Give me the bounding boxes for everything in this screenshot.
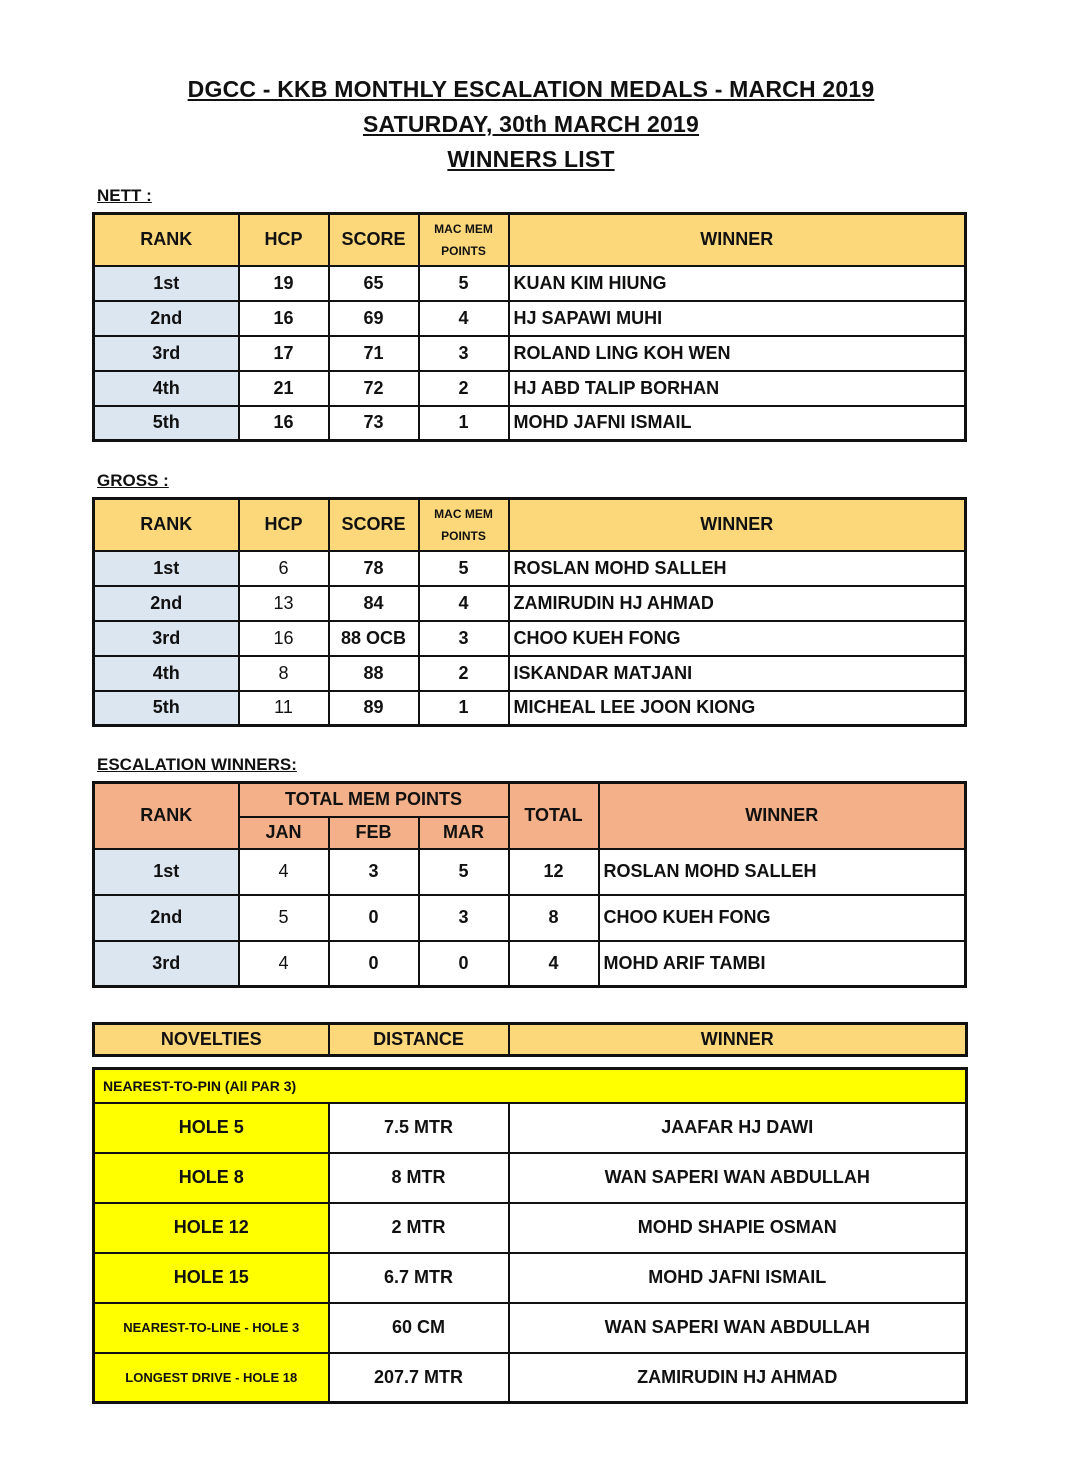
- nett-table: [92, 212, 967, 442]
- score-cell: 71: [329, 336, 419, 371]
- date-title: SATURDAY, 30th MARCH 2019: [362, 111, 700, 137]
- escalation-header-row: [94, 783, 966, 817]
- gross-table: [92, 497, 967, 727]
- points-cell: 2: [419, 371, 509, 406]
- rank-cell: 4th: [94, 371, 239, 406]
- distance-cell: 207.7 MTR: [329, 1353, 509, 1403]
- gross-row: [94, 691, 966, 726]
- mar-cell: 5: [419, 849, 509, 895]
- feb-cell: 3: [329, 849, 419, 895]
- winner-cell: ROSLAN MOHD SALLEH: [599, 849, 966, 895]
- winner-cell: MOHD SHAPIE OSMAN: [509, 1203, 967, 1253]
- novelty-row: [94, 1203, 967, 1253]
- nearest-to-pin-row: [94, 1069, 967, 1103]
- hcp-cell: 17: [239, 336, 329, 371]
- mar-cell: 3: [419, 895, 509, 941]
- header-points: POINTS: [441, 528, 486, 543]
- header-hcp: HCP: [239, 214, 329, 266]
- score-cell: 72: [329, 371, 419, 406]
- points-cell: 5: [419, 551, 509, 586]
- winner-cell: JAAFAR HJ DAWI: [509, 1103, 967, 1153]
- points-cell: 1: [419, 691, 509, 726]
- winner-cell: HJ ABD TALIP BORHAN: [509, 371, 966, 406]
- winner-cell: WAN SAPERI WAN ABDULLAH: [509, 1153, 967, 1203]
- gross-row: [94, 656, 966, 691]
- header-winner: WINNER: [599, 783, 966, 849]
- distance-cell: 8 MTR: [329, 1153, 509, 1203]
- rank-cell: 2nd: [94, 586, 239, 621]
- winner-cell: WAN SAPERI WAN ABDULLAH: [509, 1303, 967, 1353]
- hcp-cell: 19: [239, 266, 329, 301]
- rank-cell: 3rd: [94, 336, 239, 371]
- gross-row: [94, 551, 966, 586]
- header-mac-points: [419, 499, 509, 551]
- header-mac-points: [419, 214, 509, 266]
- winner-cell: KUAN KIM HIUNG: [509, 266, 966, 301]
- header-novelties: NOVELTIES: [94, 1024, 329, 1056]
- points-cell: 3: [419, 621, 509, 656]
- winner-cell: CHOO KUEH FONG: [599, 895, 966, 941]
- rank-cell: 5th: [94, 691, 239, 726]
- escalation-label: ESCALATION WINNERS:: [97, 755, 297, 774]
- points-cell: 3: [419, 336, 509, 371]
- hcp-cell: 13: [239, 586, 329, 621]
- rank-cell: 2nd: [94, 301, 239, 336]
- nett-label: NETT :: [97, 186, 152, 205]
- novelty-name-cell: HOLE 8: [94, 1153, 329, 1203]
- rank-cell: 3rd: [94, 621, 239, 656]
- hcp-cell: 8: [239, 656, 329, 691]
- hcp-cell: 6: [239, 551, 329, 586]
- escalation-row: [94, 941, 966, 987]
- novelty-row: [94, 1103, 967, 1153]
- hcp-cell: 16: [239, 406, 329, 441]
- hcp-cell: 11: [239, 691, 329, 726]
- nett-row: [94, 406, 966, 441]
- header-feb: FEB: [329, 817, 419, 849]
- hcp-cell: 21: [239, 371, 329, 406]
- score-cell: 84: [329, 586, 419, 621]
- document-titles: [0, 72, 1062, 177]
- header-rank: RANK: [94, 783, 239, 849]
- header-total-mem-points: TOTAL MEM POINTS: [239, 783, 509, 817]
- winner-cell: MOHD JAFNI ISMAIL: [509, 406, 966, 441]
- score-cell: 89: [329, 691, 419, 726]
- rank-cell: 1st: [94, 266, 239, 301]
- winner-cell: ISKANDAR MATJANI: [509, 656, 966, 691]
- nett-header-row: [94, 214, 966, 266]
- gross-label: GROSS :: [97, 471, 169, 490]
- distance-cell: 6.7 MTR: [329, 1253, 509, 1303]
- header-winner: WINNER: [509, 1024, 967, 1056]
- score-cell: 88 OCB: [329, 621, 419, 656]
- hcp-cell: 16: [239, 301, 329, 336]
- header-jan: JAN: [239, 817, 329, 849]
- novelty-row: [94, 1353, 967, 1403]
- novelty-row: [94, 1253, 967, 1303]
- header-hcp: HCP: [239, 499, 329, 551]
- novelties-table: [92, 1067, 968, 1404]
- nett-row: [94, 336, 966, 371]
- score-cell: 65: [329, 266, 419, 301]
- header-winner: WINNER: [509, 214, 966, 266]
- total-cell: 4: [509, 941, 599, 987]
- escalation-table: [92, 781, 967, 988]
- nett-row: [94, 371, 966, 406]
- winner-cell: HJ SAPAWI MUHI: [509, 301, 966, 336]
- header-distance: DISTANCE: [329, 1024, 509, 1056]
- winner-cell: ZAMIRUDIN HJ AHMAD: [509, 1353, 967, 1403]
- novelty-name-cell: HOLE 5: [94, 1103, 329, 1153]
- escalation-row: [94, 895, 966, 941]
- novelty-row: [94, 1153, 967, 1203]
- winner-cell: ROSLAN MOHD SALLEH: [509, 551, 966, 586]
- novelties-header-row: [94, 1024, 967, 1056]
- rank-cell: 2nd: [94, 895, 239, 941]
- score-cell: 78: [329, 551, 419, 586]
- winner-cell: MICHEAL LEE JOON KIONG: [509, 691, 966, 726]
- novelty-row: [94, 1303, 967, 1353]
- hcp-cell: 16: [239, 621, 329, 656]
- header-winner: WINNER: [509, 499, 966, 551]
- nearest-to-pin-label: NEAREST-TO-PIN (All PAR 3): [94, 1069, 967, 1103]
- rank-cell: 4th: [94, 656, 239, 691]
- rank-cell: 5th: [94, 406, 239, 441]
- header-mar: MAR: [419, 817, 509, 849]
- header-mac-mem: MAC MEM: [434, 506, 493, 521]
- winners-list-title: WINNERS LIST: [447, 146, 615, 172]
- points-cell: 4: [419, 586, 509, 621]
- novelty-name-cell: HOLE 12: [94, 1203, 329, 1253]
- rank-cell: 1st: [94, 551, 239, 586]
- mar-cell: 0: [419, 941, 509, 987]
- gross-header-row: [94, 499, 966, 551]
- escalation-row: [94, 849, 966, 895]
- points-cell: 2: [419, 656, 509, 691]
- winner-cell: ZAMIRUDIN HJ AHMAD: [509, 586, 966, 621]
- novelty-name-cell: HOLE 15: [94, 1253, 329, 1303]
- novelties-header-table: [92, 1022, 968, 1057]
- score-cell: 69: [329, 301, 419, 336]
- score-cell: 73: [329, 406, 419, 441]
- total-cell: 12: [509, 849, 599, 895]
- rank-cell: 3rd: [94, 941, 239, 987]
- distance-cell: 2 MTR: [329, 1203, 509, 1253]
- rank-cell: 1st: [94, 849, 239, 895]
- winner-cell: MOHD JAFNI ISMAIL: [509, 1253, 967, 1303]
- header-rank: RANK: [94, 499, 239, 551]
- distance-cell: 60 CM: [329, 1303, 509, 1353]
- gross-row: [94, 621, 966, 656]
- points-cell: 1: [419, 406, 509, 441]
- header-points: POINTS: [441, 243, 486, 258]
- points-cell: 5: [419, 266, 509, 301]
- header-mac-mem: MAC MEM: [434, 221, 493, 236]
- header-total: TOTAL: [509, 783, 599, 849]
- jan-cell: 5: [239, 895, 329, 941]
- header-score: SCORE: [329, 499, 419, 551]
- total-cell: 8: [509, 895, 599, 941]
- gross-row: [94, 586, 966, 621]
- novelty-name-cell: NEAREST-TO-LINE - HOLE 3: [94, 1303, 329, 1353]
- winner-cell: CHOO KUEH FONG: [509, 621, 966, 656]
- header-rank: RANK: [94, 214, 239, 266]
- nett-row: [94, 266, 966, 301]
- winner-cell: ROLAND LING KOH WEN: [509, 336, 966, 371]
- distance-cell: 7.5 MTR: [329, 1103, 509, 1153]
- score-cell: 88: [329, 656, 419, 691]
- feb-cell: 0: [329, 941, 419, 987]
- feb-cell: 0: [329, 895, 419, 941]
- novelty-name-cell: LONGEST DRIVE - HOLE 18: [94, 1353, 329, 1403]
- winner-cell: MOHD ARIF TAMBI: [599, 941, 966, 987]
- jan-cell: 4: [239, 941, 329, 987]
- header-score: SCORE: [329, 214, 419, 266]
- points-cell: 4: [419, 301, 509, 336]
- main-title: DGCC - KKB MONTHLY ESCALATION MEDALS - MARCH 2019: [187, 76, 875, 102]
- nett-row: [94, 301, 966, 336]
- jan-cell: 4: [239, 849, 329, 895]
